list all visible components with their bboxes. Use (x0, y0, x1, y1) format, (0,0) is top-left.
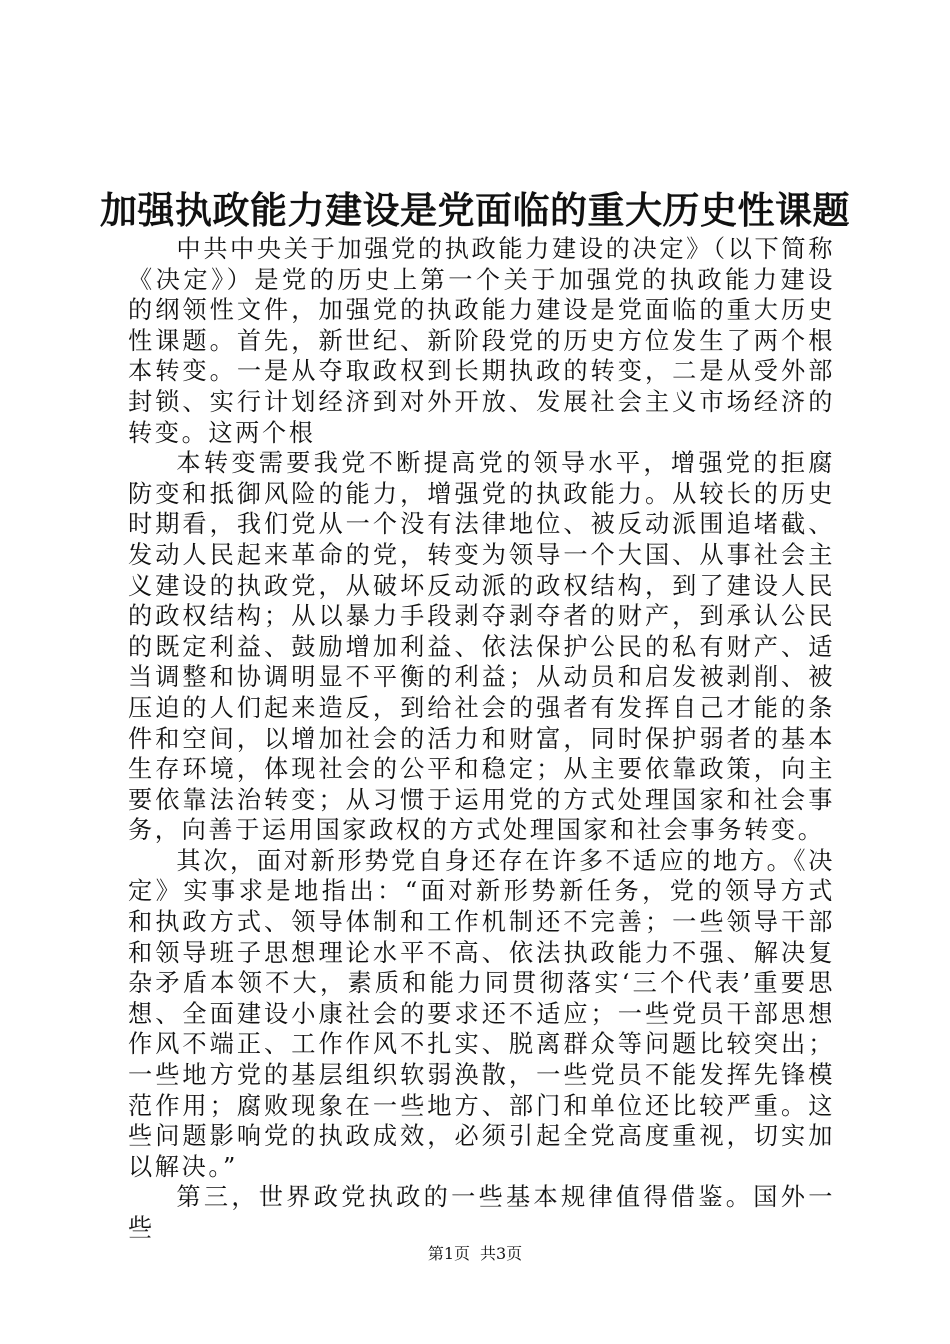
paragraph-1: 中共中央关于加强党的执政能力建设的决定》（以下简称《决定》）是党的历史上第一个关于加强党的执政能力建设的纲领性文件，加强党的执政能力建设是党面临的重大历史性课题。首先，新世纪、新阶段党的历史方位发生了两个根本转变。一是从夺取政权到长期执政的转变，二是从受外部封锁、实行计划经济到对外开放、发展社会主义市场经济的转变。这两个根 (128, 235, 835, 447)
paragraph-3: 其次，面对新形势党自身还存在许多不适应的地方。《决定》实事求是地指出：“面对新形势新任务，党的领导方式和执政方式、领导体制和工作机制还不完善；一些领导干部和领导班子思想理论水平不高、依法执政能力不强、解决复杂矛盾本领不大，素质和能力同贯彻落实‘三个代表’重要思想、全面建设小康社会的要求还不适应；一些党员干部思想作风不端正、工作作风不扎实、脱离群众等问题比较突出；一些地方党的基层组织软弱涣散，一些党员不能发挥先锋模范作用；腐败现象在一些地方、部门和单位还比较严重。这些问题影响党的执政成效，必须引起全党高度重视，切实加以解决。” (128, 846, 835, 1181)
document-body (128, 234, 835, 1244)
page-total: 共3页 (480, 1244, 523, 1263)
page-number: 第1页 (427, 1244, 470, 1263)
page-footer (0, 1243, 950, 1265)
paragraph-4: 第三，世界政党执政的一些基本规律值得借鉴。国外一些 (128, 1183, 835, 1242)
document-title: 加强执政能力建设是党面临的重大历史性课题 (100, 188, 850, 232)
paragraph-2: 本转变需要我党不断提高党的领导水平，增强党的拒腐防变和抵御风险的能力，增强党的执政能力。从较长的历史时期看，我们党从一个没有法律地位、被反动派围追堵截、发动人民起来革命的党，转变为领导一个大国、从事社会主义建设的执政党，从破坏反动派的政权结构，到了建设人民的政权结构；从以暴力手段剥夺剥夺者的财产，到承认公民的既定利益、鼓励增加利益、依法保护公民的私有财产、适当调整和协调明显不平衡的利益；从动员和启发被剥削、被压迫的人们起来造反，到给社会的强者有发挥自己才能的条件和空间，以增加社会的活力和财富，同时保护弱者的基本生存环境，体现社会的公平和稳定；从主要依靠政策，向主要依靠法治转变；从习惯于运用党的方式处理国家和社会事务，向善于运用国家政权的方式处理国家和社会事务转变。 (128, 449, 835, 845)
